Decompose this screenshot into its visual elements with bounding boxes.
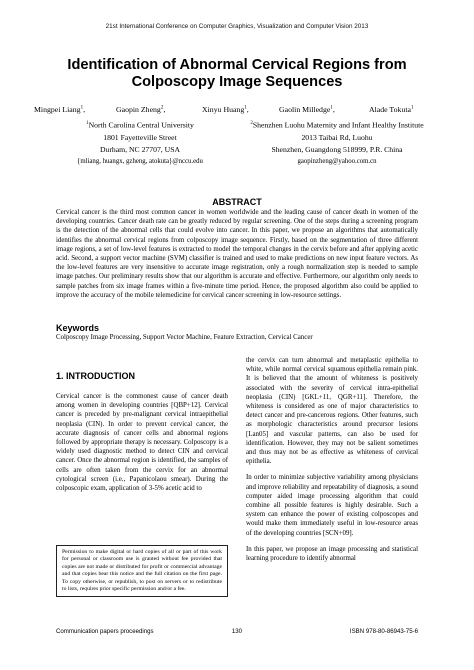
right-paragraph-2: In order to minimize subjective variability among physicians and improve reliability and repeatability of diagnosis, a sound computer aided image processing algorithm that could combine all possible features is highly desirable. Such a system can enhance the power of existing colposcopes and would make them immediately useful in low-resource areas of the developing countries [SCN+09]. xyxy=(246,474,418,537)
author-name: Xinyu Huang xyxy=(202,105,245,114)
footer-proceedings: Communication papers proceedings xyxy=(56,628,154,635)
affil-left-mark: 1 xyxy=(86,121,89,126)
author-affil-mark: 1 xyxy=(80,105,84,111)
affil-left-email: {mliang, huangx, gzheng, atokuta}@nccu.edu xyxy=(77,157,203,165)
keywords-heading: Keywords xyxy=(56,323,100,333)
author-name: Gaolin Milledge xyxy=(279,105,331,114)
author-name: Gaopin Zheng xyxy=(116,105,161,114)
author-2: Gaopin Zheng$^2$, xyxy=(116,105,166,114)
affil-right-email: gaopinzheng@yahoo.com.cn xyxy=(297,157,377,165)
author-1: Mingpei Liang$^1$, xyxy=(34,105,86,114)
page-number: 130 xyxy=(231,628,243,635)
author-name: Mingpei Liang xyxy=(34,105,81,114)
affil-left-line-2: 1801 Fayetteville Street xyxy=(103,132,177,142)
right-paragraph-1: the cervix can turn abnormal and metaplastic epithelia to white, while normal cervical squamous epithelia remain pink. It is believed that the amount of whiteness is positively associated with the severity of cervical intra-epithelial neoplasia (CIN) [GKL+11, QGR+11]. Therefore, the whiteness is considered as one of major characteristics to detect cancer and pre-cancerous regions. Other features, such as morphologic characteristics around precursor lesions [Lan05] and vascular patterns, can also be used for identification. However, they may not be salient sometimes and thus may not be as effective as whiteness of cervical epithelia. xyxy=(246,357,418,466)
author-3: Xinyu Huang$^1$, xyxy=(202,105,249,114)
title-line-2: Colposcopy Image Sequences xyxy=(131,74,343,90)
right-paragraph-3: In this paper, we propose an image processing and statistical learning procedure to identify abnormal xyxy=(246,545,418,563)
footer-isbn: ISBN 978-80-86943-75-6 xyxy=(349,628,418,635)
title-line-1: Identification of Abnormal Cervical Regions from xyxy=(67,57,407,73)
left-column-text: Cervical cancer is the commonest cause of cancer death among women in developing countries [QBP+12]. Cervical cancer is preceded by pre-malignant cervical intraepithelial neoplasia (CIN). In order to prevent cervical cancer, the accurate diagnosis of cancer cells and abnormal regions followed by appropriate therapy is necessary. Colposcopy is a widely used diagnostic method to detect CIN and cervical cancer. Once the abnormal region is identified, the samples of cells are often taken from the cervix for an abnormal cytological screen (i.e., Papanicolaou smear). During the colposcopic exam, application of 3-5% acetic acid to xyxy=(56,393,228,493)
author-5 xyxy=(369,105,413,114)
author-affil-mark: 1 xyxy=(330,105,333,111)
affil-right-line-3: Shenzhen, Guangdong 518999, P.R. China xyxy=(271,144,403,154)
affil-right-line-1: $^2$Shenzhen Luohu Maternity and Infant Healthy Institute xyxy=(250,120,424,130)
author-affil-mark: 1 xyxy=(244,105,247,111)
affiliation-left xyxy=(60,118,220,168)
author-name: Alade Tokuta xyxy=(369,105,411,114)
affil-right-mark: 2 xyxy=(250,121,253,126)
keywords-text: Colposcopy Image Processing, Support Vector Machine, Feature Extraction, Cervical Cancer xyxy=(56,334,313,341)
affiliation-right xyxy=(225,118,449,168)
affil-right-line-2: 2013 Taibai Rd, Luohu xyxy=(301,132,373,142)
author-affil-mark: 2 xyxy=(160,105,164,111)
abstract-heading: ABSTRACT xyxy=(212,197,262,207)
abstract-text: Cervical cancer is the third most common cancer in women worldwide and the leading cause of cancer death in women of the developing countries. Cancer death rate can be greatly reduced by regular screening. One of the steps during a screening program is the detection of the abnormal cells that could evolve into cancer. In this paper, we propose an algorithms that automatically identifies the abnormal cervical regions from colposcopy image sequence. Firstly, based on the segmentation of three different image regions, a set of low-level features is extracted to model the temporal changes in the cervix before and after applying acetic acid. Second, a support vector machine (SVM) classifier is trained and used to make predictions on new input feature vectors. As the low-level features are very insensitive to accurate image registration, only a rough normalization step is needed to sample image patches. Our preliminary results show that our algorithm is accurate and effective. Furthermore, our algorithm only needs to sample patches from six image frames within a five-minute time period. Hence, the proposed algorithm also could be applied to improve the accuracy of the mobile telemedicine for cervical cancer screening in low-resource settings. xyxy=(56,209,418,299)
paper-title xyxy=(30,57,444,91)
introduction-heading: 1. INTRODUCTION xyxy=(56,371,136,381)
right-column xyxy=(246,356,418,570)
conference-header: 21st International Conference on Computer Graphics, Visualization and Computer Vision 2013 xyxy=(105,23,369,30)
author-4: Gaolin Milledge$^1$, xyxy=(279,105,335,114)
permission-notice: Permission to make digital or hard copies of all or part of this work for personal or classroom use is granted without fee provided that copies are not made or distributed for profit or commercial advantage and that copies bear this notice and the full citation on the first page. To copy otherwise, or republish, to post on servers or to redistribute to lists, requires prior specific permission and/or a fee. xyxy=(56,545,228,597)
author-affil-mark: 1 xyxy=(410,105,414,111)
affil-left-line-1: $^1$North Carolina Central University xyxy=(86,120,194,130)
affil-left-line-3: Durham, NC 27707, USA xyxy=(99,144,181,154)
